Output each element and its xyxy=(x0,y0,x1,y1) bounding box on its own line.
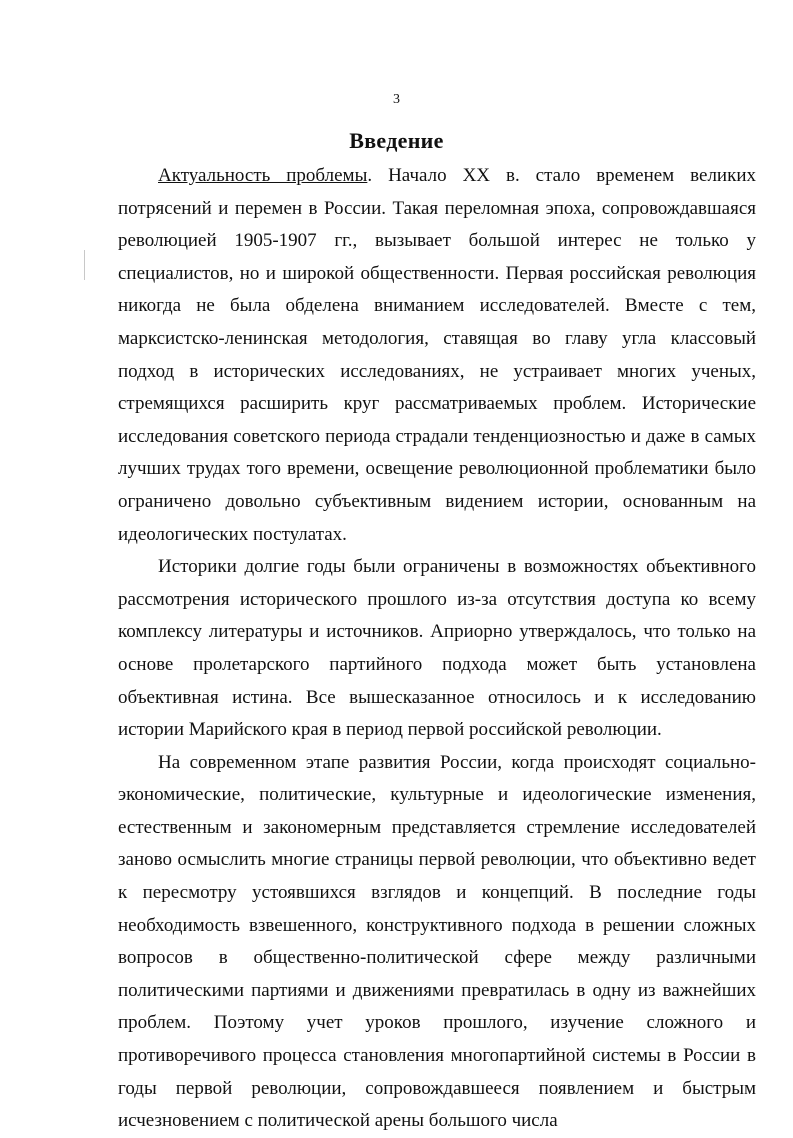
page-title: Введение xyxy=(349,128,444,153)
paragraph-text: На современном этапе развития России, когда происходят социально-экономические, политические, культурные и идеологические изменения, естественным и закономерным представляется стремление исследователей заново осмыслить многие страницы первой революции, что объективно ведет к пересмотру устоявшихся взглядов и концепций. В последние годы необходимость взвешенного, конструктивного подхода в решении сложных вопросов в общественно-политической сфере между различными политическими партиями и движениями превратилась в одну из важнейших проблем. Поэтому учет уроков прошлого, изучение сложного и противоречивого процесса становления многопартийной системы в России в годы первой революции, сопровождавшееся появлением и быстрым исчезновением с политической арены большого числа xyxy=(118,751,756,1132)
section-heading-relevance: Актуальность проблемы xyxy=(158,165,368,186)
paragraph-text: Историки долгие годы были ограничены в возможностях объективного рассмотрения исторического прошлого из-за отсутствия доступа ко всему комплексу литературы и источников. Априорно утверждалось, что только на основе пролетарского партийного подхода может быть установлена объективная истина. Все вышесказанное относилось и к исследованию истории Марийского края в период первой российской революции. xyxy=(118,556,756,741)
scan-artifact-line xyxy=(84,250,85,280)
paragraph-relevance xyxy=(118,160,756,551)
paragraph-modern-stage xyxy=(118,747,756,1138)
body-text xyxy=(118,160,756,1138)
paragraph-historians xyxy=(118,551,756,747)
page-number: 3 xyxy=(393,92,400,107)
paragraph-text: . Начало XX в. стало временем великих потрясений и перемен в России. Такая переломная эпоха, сопровождавшаяся революцией 1905-1907 гг., вызывает большой интерес не только у специалистов, но и широкой общественности. Первая российская революция никогда не была обделена вниманием исследователей. Вместе с тем, марксистско-ленинская методология, ставящая во главу угла классовый подход в исторических исследованиях, не устраивает многих ученых, стремящихся расширить круг рассматриваемых проблем. Исторические исследования советского периода страдали тенденциозностью и даже в самых лучших трудах того времени, освещение революционной проблематики было ограничено довольно субъективным видением истории, основанным на идеологических постулатах. xyxy=(118,165,757,545)
